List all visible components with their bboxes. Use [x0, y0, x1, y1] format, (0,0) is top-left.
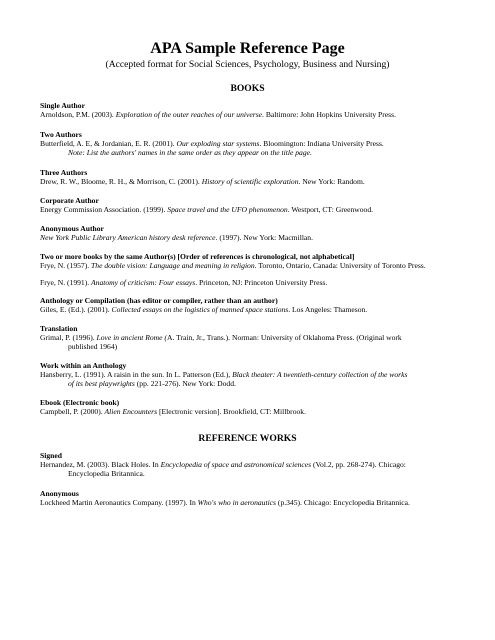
entry-label: Anonymous Author	[40, 224, 104, 233]
entry-single-author	[40, 101, 460, 119]
reference-text: Drew, R. W., Bloome, R. H., & Morrison, C. (2001). History of scientific exploration. New York: Random.	[40, 177, 365, 187]
entry-label: Ebook (Electronic book)	[40, 398, 120, 407]
reference-text: Butterfield, A. E, & Jordanian, E. R. (2001). Our exploding star systems. Bloomington: Indiana University Press.	[40, 139, 384, 149]
reference-text: Lockheed Martin Aeronautics Company. (1997). In Who's who in aeronautics (p.345). Chicago: Encyclopedia Britannica.	[40, 498, 410, 508]
reference-continuation: published 1964)	[68, 342, 118, 352]
entry-work-within-anthology	[40, 361, 460, 389]
entry-signed	[40, 451, 460, 479]
entry-anonymous-reference	[40, 489, 460, 507]
reference-text: Grimal, P. (1996). Love in ancient Rome (A. Train, Jr., Trans.). Norman: University of Oklahoma Press. (Original work	[40, 333, 402, 343]
entry-label: Anthology or Compilation (has editor or compiler, rather than an author)	[40, 296, 278, 305]
entry-label: Two Authors	[40, 130, 82, 139]
reference-text: New York Public Library American history desk reference. (1997). New York: Macmillan.	[40, 233, 313, 243]
entry-corporate-author	[40, 196, 460, 214]
reference-text: Giles, E. (Ed.). (2001). Collected essays on the logistics of manned space stations. Los Angeles: Thameson.	[40, 305, 368, 315]
reference-text: Frye, N. (1957). The double vision: Language and meaning in religion. Toronto, Ontario, Canada: University of Toronto Press.	[40, 261, 426, 271]
page-title: APA Sample Reference Page	[150, 40, 345, 57]
reference-text: Campbell, P. (2000). Alien Encounters [Electronic version]. Brookfield, CT: Millbrook.	[40, 407, 306, 417]
reference-text: Frye, N. (1991). Anatomy of criticism: Four essays. Princeton, NJ: Princeton University Press.	[40, 278, 328, 288]
entry-label: Single Author	[40, 101, 85, 110]
reference-text: Energy Commission Association. (1999). Space travel and the UFO phenomenon. Westport, CT: Greenwood.	[40, 205, 374, 215]
reference-text: Hansberry, L. (1991). A raisin in the sun. In L. Patterson (Ed.), Black theater: A twentieth-century collection of the works	[40, 370, 408, 380]
entry-label: Corporate Author	[40, 196, 99, 205]
entry-same-author	[40, 252, 460, 288]
reference-works-heading: REFERENCE WORKS	[198, 433, 297, 444]
entry-label: Two or more books by the same Author(s) [Order of references is chronological, not alphabetical]	[40, 252, 355, 261]
entry-ebook	[40, 398, 460, 416]
books-heading: BOOKS	[230, 83, 265, 94]
entry-label: Signed	[40, 451, 62, 460]
reference-text: Arnoldson, P.M. (2003). Exploration of the outer reaches of our universe. Baltimore: John Hopkins University Press.	[40, 110, 396, 120]
entry-label: Three Authors	[40, 168, 88, 177]
reference-continuation: Encyclopedia Britannica.	[68, 469, 145, 479]
entry-note: Note: List the authors' names in the same order as they appear on the title page.	[68, 148, 312, 158]
entry-label: Work within an Anthology	[40, 361, 127, 370]
entry-label: Translation	[40, 324, 78, 333]
entry-label: Anonymous	[40, 489, 79, 498]
entry-three-authors	[40, 168, 460, 186]
reference-text: Hernandez, M. (2003). Black Holes. In Encyclopedia of space and astronomical sciences (Vol.2, pp. 268-274). Chicago:	[40, 460, 406, 470]
entry-anthology	[40, 296, 460, 314]
page-subtitle: (Accepted format for Social Sciences, Psychology, Business and Nursing)	[105, 59, 390, 70]
entry-anonymous-author	[40, 224, 460, 242]
entry-translation	[40, 324, 460, 352]
reference-continuation: of its best playwrights (pp. 221-276). New York: Dodd.	[68, 379, 236, 389]
entry-two-authors	[40, 130, 460, 158]
